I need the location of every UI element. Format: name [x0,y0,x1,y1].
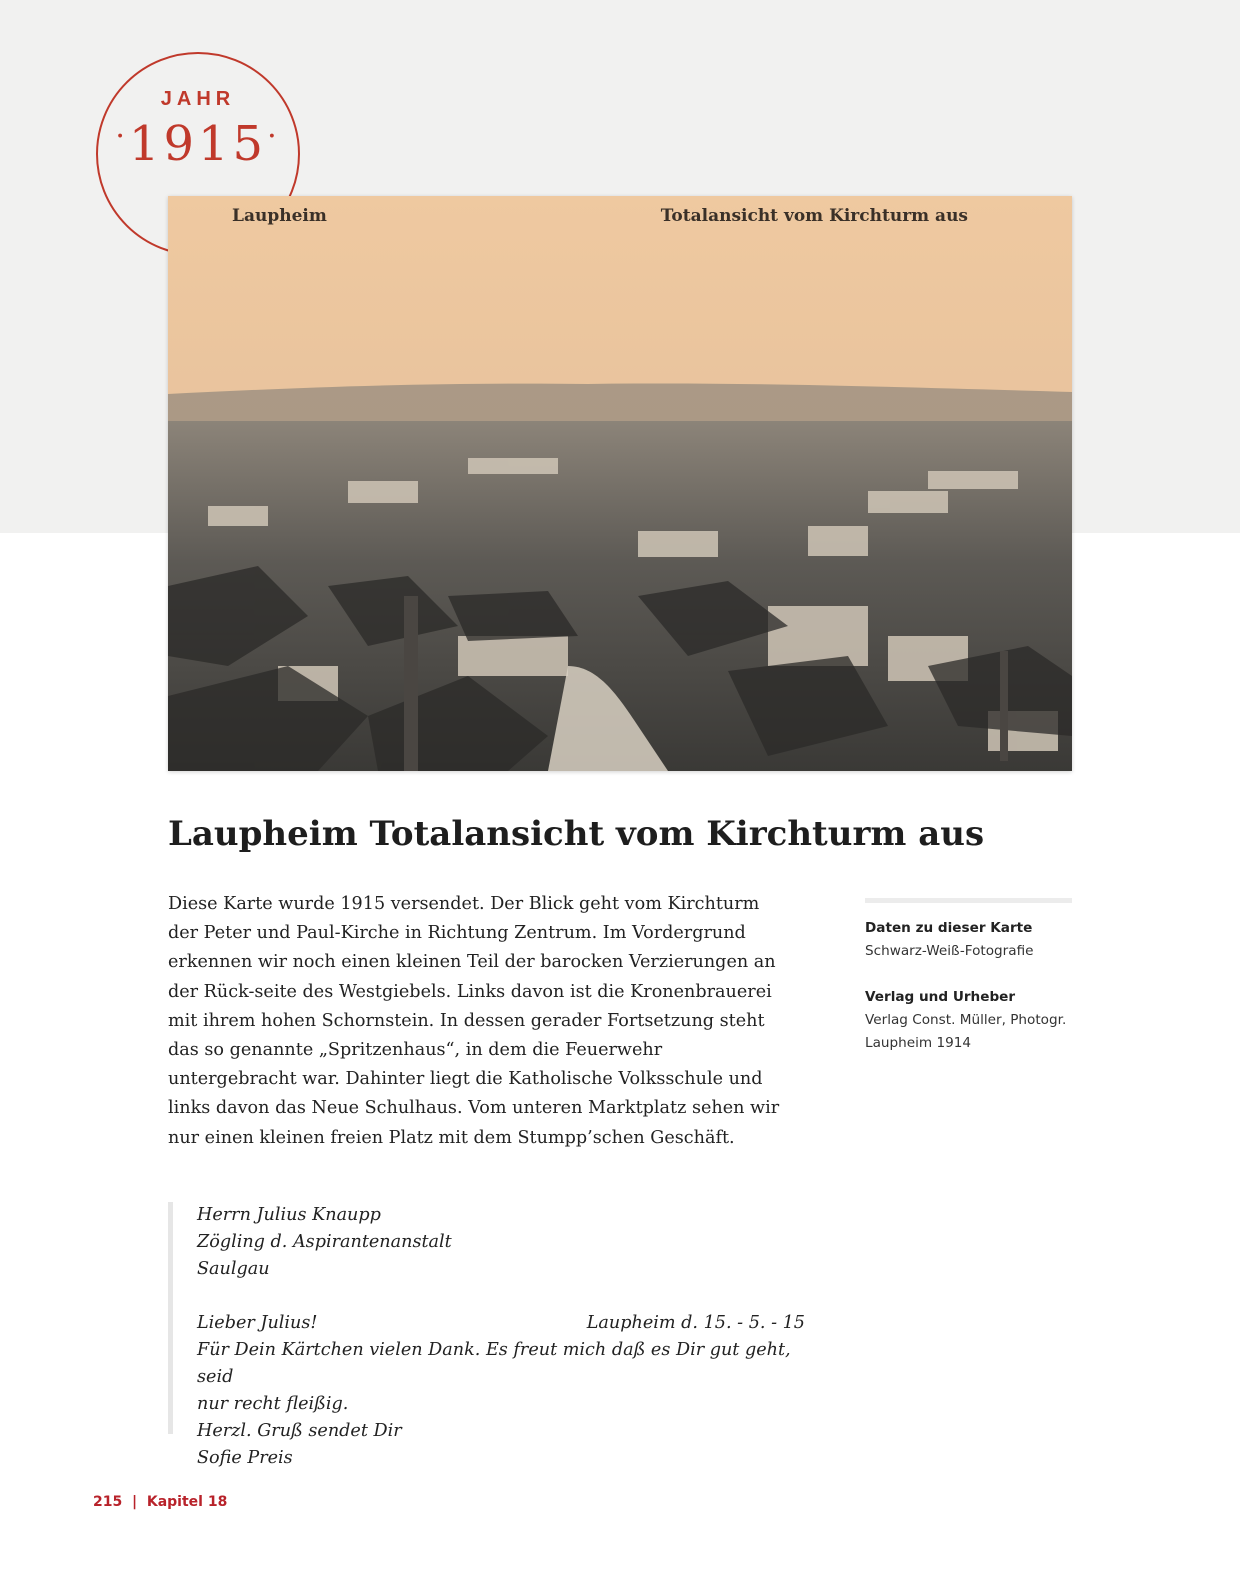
letter-address-3: Saulgau [197,1259,270,1279]
article-title: Laupheim Totalansicht vom Kirchturm aus [168,814,985,854]
postcard-image [168,196,1072,771]
stamp-year: 1915 [128,116,268,172]
data-value: Schwarz-Weiß-Fotografie [865,943,1034,959]
postcard-caption-right: Totalansicht vom Kirchturm aus [660,206,968,226]
letter-transcription [168,1202,805,1468]
letter-line-1: Für Dein Kärtchen vielen Dank. Es freut mich daß es Dir gut geht, seid [197,1340,791,1387]
data-label: Daten zu dieser Karte [865,920,1033,936]
page-footer [93,1494,227,1510]
letter-line-2: nur recht fleißig. [197,1394,349,1414]
article-body: Diese Karte wurde 1915 versendet. Der Blick geht vom Kirchturm der Peter und Paul-Kirche in Richtung Zentrum. Im Vordergrund erkennen wir noch einen kleinen Teil der barocken Verzierungen an der Rück-seite des Westgiebels. Links davon ist die Kronenbrauerei mit ihrem hohen Schornstein. In dessen gerader Fortsetzung steht das so genannte „Spritzenhaus“, in dem die Feuerwehr untergebracht war. Dahinter liegt die Katholische Volksschule und links davon das Neue Schulhaus. Vom unteren Marktplatz sehen wir nur einen kleinen freien Platz mit dem Stumpp’schen Geschäft. [168,894,780,1148]
stamp-dot-left: · [115,119,129,154]
publisher-label: Verlag und Urheber [865,989,1016,1005]
sidebar-spacer [865,963,1072,986]
page-number: 215 [93,1494,123,1510]
letter-signature: Sofie Preis [197,1448,293,1468]
letter-date: Laupheim d. 15. - 5. - 15 [586,1313,805,1333]
postcard-photo-illustration [168,196,1072,771]
footer-separator: | [131,1494,138,1510]
letter-address-1: Herrn Julius Knaupp [197,1205,381,1225]
publisher-line-2: Laupheim 1914 [865,1035,972,1051]
letter-address-2: Zögling d. Aspirantenanstalt [197,1232,452,1252]
letter-line-3: Herzl. Gruß sendet Dir [197,1421,402,1441]
card-data-sidebar [865,898,1072,1055]
letter-greeting-row [197,1310,805,1337]
stamp-year-row [98,116,298,172]
stamp-dot-right: · [267,119,281,154]
letter-spacer [197,1283,805,1310]
stamp-label: JAHR [160,88,236,110]
publisher-line-1: Verlag Const. Müller, Photogr. [865,1012,1067,1028]
chapter-label: Kapitel 18 [146,1494,228,1510]
postcard-caption-left: Laupheim [232,206,327,226]
letter-greeting: Lieber Julius! [197,1313,318,1333]
